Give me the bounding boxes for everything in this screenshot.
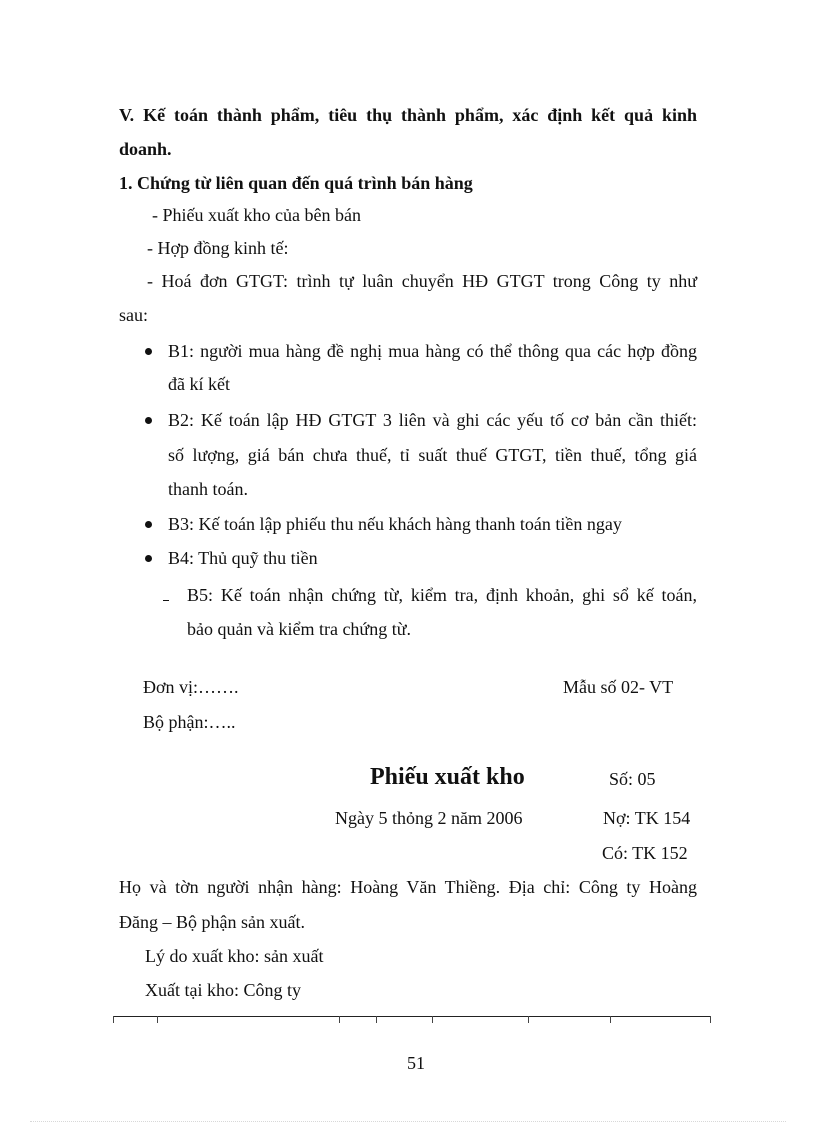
dash-item-b5: B5: Kế toán nhận chứng từ, kiểm tra, định khoản, ghi sổ kế toán, <box>187 585 697 605</box>
credit-account: Có: TK 152 <box>602 843 688 863</box>
bullet-dot-icon <box>145 521 152 528</box>
table-column-divider <box>339 1016 340 1023</box>
section-heading-line2: doanh. <box>119 139 172 159</box>
table-column-divider <box>432 1016 433 1023</box>
list-item: - Hợp đồng kinh tế: <box>147 238 289 258</box>
table-column-divider <box>528 1016 529 1023</box>
bullet-item-b1: B1: người mua hàng đề nghị mua hàng có thể thông qua các hợp đồng <box>168 341 697 361</box>
page-bottom-dotted-line <box>30 1121 786 1122</box>
subheading: 1. Chứng từ liên quan đến quá trình bán hàng <box>119 173 473 193</box>
bullet-item-b3: B3: Kế toán lập phiếu thu nếu khách hàng thanh toán tiền ngay <box>168 514 622 534</box>
bullet-item-b1-cont: đã kí kết <box>168 374 230 394</box>
reason-line: Lý do xuất kho: sản xuất <box>145 946 324 966</box>
debit-account: Nợ: TK 154 <box>603 808 691 828</box>
department-label: Bộ phận:….. <box>143 712 236 732</box>
form-number: Mẫu số 02- VT <box>563 677 674 697</box>
table-column-divider <box>610 1016 611 1023</box>
bullet-item-b2-cont: số lượng, giá bán chưa thuế, tỉ suất thuế GTGT, tiền thuế, tổng giá <box>168 445 697 465</box>
list-item: - Phiếu xuất kho của bên bán <box>152 205 361 225</box>
table-column-divider <box>113 1016 114 1023</box>
list-item: - Hoá đơn GTGT: trình tự luân chuyển HĐ GTGT trong Công ty như <box>147 271 697 291</box>
form-date: Ngày 5 thỏng 2 năm 2006 <box>335 808 523 828</box>
bullet-dot-icon <box>145 417 152 424</box>
table-column-divider <box>710 1016 711 1023</box>
table-column-divider <box>376 1016 377 1023</box>
bullet-item-b2-cont2: thanh toán. <box>168 479 248 499</box>
bullet-item-b4: B4: Thủ quỹ thu tiền <box>168 548 318 568</box>
bullet-dot-icon <box>145 348 152 355</box>
section-heading-line1: V. Kế toán thành phẩm, tiêu thụ thành phẩm, xác định kết quả kinh <box>119 105 697 125</box>
dash-item-b5-cont: bảo quản và kiểm tra chứng từ. <box>187 619 411 639</box>
warehouse-line: Xuất tại kho: Công ty <box>145 980 301 1000</box>
bullet-dot-icon <box>145 555 152 562</box>
table-top-border <box>113 1016 711 1017</box>
list-item-continuation: sau: <box>119 305 148 325</box>
receiver-line1: Họ và tờn người nhận hàng: Hoàng Văn Thiềng. Địa chỉ: Công ty Hoàng <box>119 877 697 897</box>
receiver-line2: Đăng – Bộ phận sản xuất. <box>119 912 305 932</box>
unit-label: Đơn vị:……. <box>143 677 239 697</box>
page-number: 51 <box>407 1053 425 1073</box>
dash-icon <box>163 600 169 601</box>
bullet-item-b2: B2: Kế toán lập HĐ GTGT 3 liên và ghi các yếu tố cơ bản cần thiết: <box>168 410 697 430</box>
form-title: Phiếu xuất kho <box>370 764 525 790</box>
table-column-divider <box>157 1016 158 1023</box>
form-serial-number: Số: 05 <box>609 769 656 789</box>
